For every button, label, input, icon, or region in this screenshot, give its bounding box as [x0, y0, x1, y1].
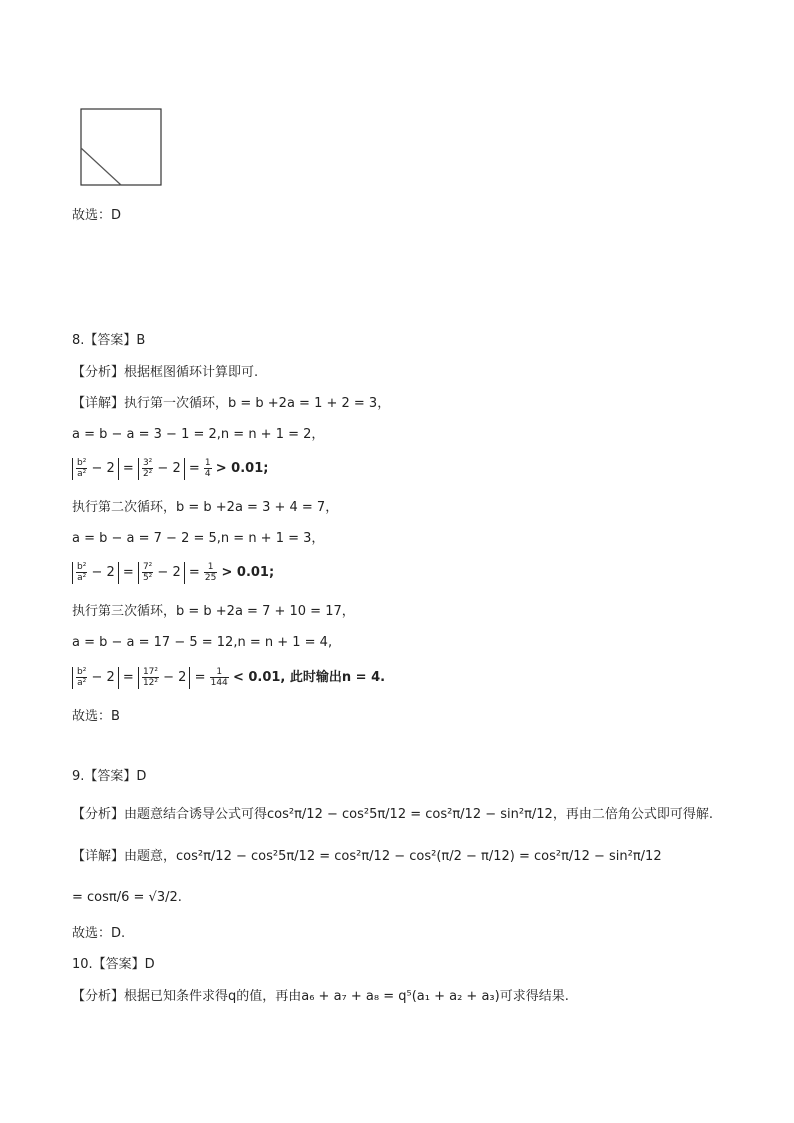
fraction-1-4: $\frac{1}{4}$ [204, 458, 211, 479]
q8-analysis: 【分析】根据框图循环计算即可. [72, 365, 259, 380]
q9-result: = cosπ/6 = √3/2. [72, 890, 182, 905]
abs-expr: $\frac{\text{7²}}{\text{5²}}$ − 2 [138, 562, 185, 584]
q8-check-2-row: $\frac{\text{b²}}{\text{a²}}$ − 2 = $\frac{\text{7²}}{\text{5²}}$ − 2 = $\frac{1}{25}$ > 0.01; [72, 560, 274, 586]
q8-line-6: a = b − a = 17 − 5 = 12,n = n + 1 = 4, [72, 635, 333, 650]
q8-line-2: a = b − a = 3 − 1 = 2,n = n + 1 = 2， [72, 427, 325, 442]
top-answer: 故选：D [72, 208, 122, 223]
q9-analysis: 【分析】由题意结合诱导公式可得cos²π/12 − cos²5π/12 = cos²π/12 − sin²π/12，再由二倍角公式即可得解. [72, 807, 713, 822]
q8-answer: 故选：B [72, 709, 120, 724]
q9-detail: 【详解】由题意，cos²π/12 − cos²5π/12 = cos²π/12 − cos²(π/2 − π/12) = cos²π/12 − sin²π/12 [72, 849, 662, 864]
q8-check-1-row: $\frac{\text{b²}}{\text{a²}}$ − 2 = $\frac{\text{3²}}{\text{2²}}$ − 2 = $\frac{1}{4}$ > 0.01; [72, 456, 268, 482]
abs-expr: $\frac{\text{b²}}{\text{a²}}$ − 2 [72, 562, 119, 584]
q9-answer: 故选：D. [72, 926, 126, 941]
q8-loop-2: 执行第二次循环，b = b +2a = 3 + 4 = 7， [72, 500, 339, 515]
fraction-1-144: $\frac{1}{144}$ [210, 667, 228, 688]
q8-check-2: > 0.01; [221, 565, 275, 580]
q8-detail-1: 【详解】执行第一次循环，b = b +2a = 1 + 2 = 3， [72, 396, 391, 411]
abs-expr: $\frac{\text{3²}}{\text{2²}}$ − 2 [138, 458, 185, 480]
abs-expr: $\frac{\text{b²}}{\text{a²}}$ − 2 [72, 458, 119, 480]
square-diagram [80, 108, 162, 186]
q10-analysis: 【分析】根据已知条件求得q的值，再由a₆ + a₇ + a₈ = q⁵(a₁ + a₂ + a₃)可求得结果. [72, 989, 569, 1004]
diagonal-segment [81, 148, 121, 185]
q10-header: 10.【答案】D [72, 957, 155, 972]
abs-expr: $\frac{\text{17²}}{\text{12²}}$ − 2 [138, 667, 191, 689]
q8-line-4: a = b − a = 7 − 2 = 5,n = n + 1 = 3， [72, 531, 325, 546]
q8-check-1: > 0.01; [215, 461, 269, 476]
q8-header: 8.【答案】B [72, 333, 146, 348]
q8-loop-3: 执行第三次循环，b = b +2a = 7 + 10 = 17， [72, 604, 355, 619]
abs-expr: $\frac{\text{b²}}{\text{a²}}$ − 2 [72, 667, 119, 689]
q9-header: 9.【答案】D [72, 769, 147, 784]
fraction-1-25: $\frac{1}{25}$ [204, 562, 217, 583]
q8-check-3: < 0.01, 此时输出n = 4. [232, 670, 386, 685]
q8-check-3-row: $\frac{\text{b²}}{\text{a²}}$ − 2 = $\frac{\text{17²}}{\text{12²}}$ − 2 = $\frac{1}{144}$ < 0.01, 此时输出n = 4. [72, 665, 385, 691]
square-outline [81, 109, 161, 185]
